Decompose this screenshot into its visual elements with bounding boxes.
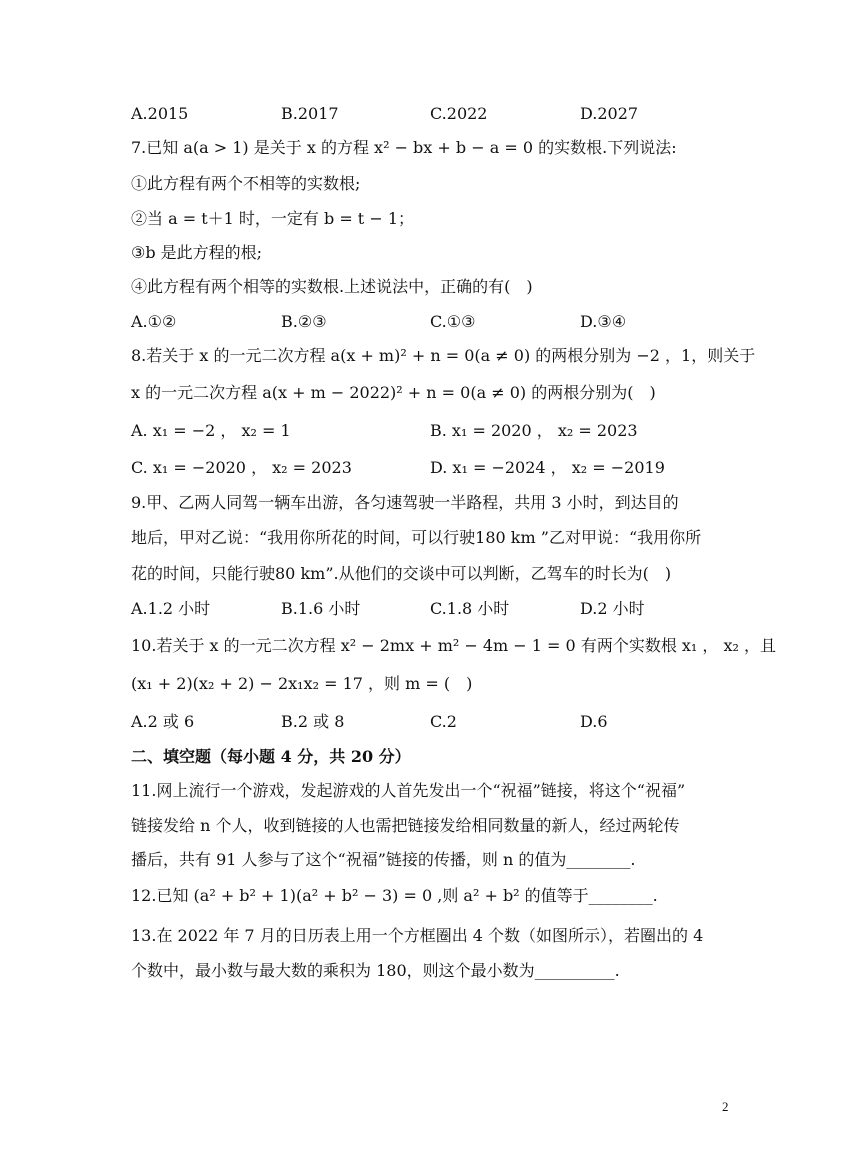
q7-option-a: A.①② xyxy=(131,312,177,331)
q9-option-a: A.1.2 小时 xyxy=(131,599,211,618)
q8-option-a: A. x₁ = −2 ， x₂ = 1 xyxy=(131,421,291,440)
q11-stem-line-1: 11.网上流行一个游戏，发起游戏的人首先发出一个“祝福”链接，将这个“祝福” xyxy=(131,781,686,800)
q9-option-c: C.1.8 小时 xyxy=(430,599,510,618)
page-number: 2 xyxy=(722,1099,729,1114)
q9-option-d: D.2 小时 xyxy=(580,599,645,618)
q6-option-d: D.2027 xyxy=(580,104,639,123)
q11-stem-line-3: 播后，共有 91 人参与了这个“祝福”链接的传播，则 n 的值为________. xyxy=(131,850,636,869)
q7-statement-2: ②当 a = t＋1 时，一定有 b = t − 1； xyxy=(131,209,414,228)
section-heading-fill-in: 二、填空题（每小题 4 分，共 20 分） xyxy=(131,747,411,766)
q9-option-b: B.1.6 小时 xyxy=(281,599,361,618)
q10-option-c: C.2 xyxy=(430,712,457,731)
q8-stem-line-2: x 的一元二次方程 a(x + m − 2022)² + n = 0(a ≠ 0) 的两根分别为( ) xyxy=(131,383,656,402)
q8-option-c: C. x₁ = −2020 ， x₂ = 2023 xyxy=(131,458,352,477)
q10-stem-line-2: (x₁ + 2)(x₂ + 2) − 2x₁x₂ = 17 ，则 m = ( ) xyxy=(131,674,473,693)
q7-stem: 7.已知 a(a > 1) 是关于 x 的方程 x² − bx + b − a = 0 的实数根.下列说法: xyxy=(131,138,677,157)
q7-statement-1: ①此方程有两个不相等的实数根; xyxy=(131,174,361,193)
q8-option-d: D. x₁ = −2024 ， x₂ = −2019 xyxy=(430,458,665,477)
q6-option-c: C.2022 xyxy=(430,104,488,123)
q10-option-b: B.2 或 8 xyxy=(281,712,345,731)
q7-option-c: C.①③ xyxy=(430,312,476,331)
q11-stem-line-2: 链接发给 n 个人，收到链接的人也需把链接发给相同数量的新人，经过两轮传 xyxy=(131,816,680,835)
q7-option-b: B.②③ xyxy=(281,312,327,331)
q13-stem-line-1: 13.在 2022 年 7 月的日历表上用一个方框圈出 4 个数（如图所示），若圈出的 4 xyxy=(131,926,704,945)
q7-statement-3: ③b 是此方程的根; xyxy=(131,243,263,262)
q8-option-b: B. x₁ = 2020 ， x₂ = 2023 xyxy=(430,421,638,440)
q7-statement-4: ④此方程有两个相等的实数根.上述说法中，正确的有( ) xyxy=(131,277,533,296)
q6-option-a: A.2015 xyxy=(131,104,189,123)
q6-option-b: B.2017 xyxy=(281,104,339,123)
q7-option-d: D.③④ xyxy=(580,312,627,331)
q10-stem-line-1: 10.若关于 x 的一元二次方程 x² − 2mx + m² − 4m − 1 = 0 有两个实数根 x₁ ， x₂ ，且 xyxy=(131,636,777,655)
q13-stem-line-2: 个数中，最小数与最大数的乘积为 180，则这个最小数为__________. xyxy=(131,961,620,980)
q10-option-d: D.6 xyxy=(580,712,608,731)
q9-stem-line-3: 花的时间，只能行驶80 km”.从他们的交谈中可以判断，乙驾车的时长为( ) xyxy=(131,564,672,583)
q8-stem-line-1: 8.若关于 x 的一元二次方程 a(x + m)² + n = 0(a ≠ 0) 的两根分别为 −2 ，1，则关于 xyxy=(131,346,756,365)
q10-option-a: A.2 或 6 xyxy=(131,712,195,731)
q9-stem-line-2: 地后，甲对乙说：“我用你所花的时间，可以行驶180 km ”乙对甲说：“我用你所 xyxy=(131,528,702,547)
q12-stem: 12.已知 (a² + b² + 1)(a² + b² − 3) = 0 ,则 a² + b² 的值等于________. xyxy=(131,886,658,905)
q9-stem-line-1: 9.甲、乙两人同驾一辆车出游，各匀速驾驶一半路程，共用 3 小时，到达目的 xyxy=(131,493,679,512)
